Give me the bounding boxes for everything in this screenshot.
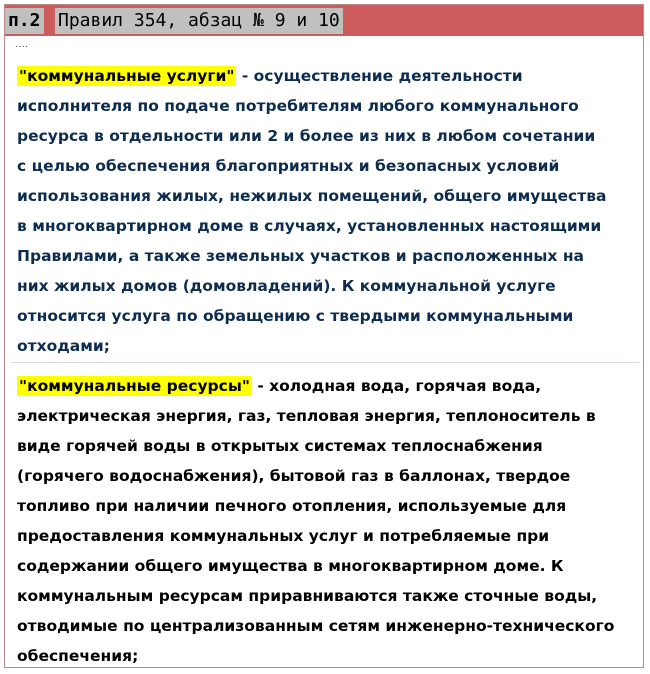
text-line: ресурса в отдельности или 2 и более из них в любом сочетании [17, 127, 596, 145]
text-line: использования жилых, нежилых помещений, общего имущества [17, 187, 607, 205]
paragraph-divider [11, 362, 639, 363]
text-line: виде горячей воды в открытых системах теплоснабжения [17, 437, 543, 455]
definition-start: - холодная вода, горячая вода, [251, 377, 542, 395]
text-line: отходами; [17, 337, 110, 355]
clause-label: п.2 [5, 8, 44, 34]
text-line: с целью обеспечения благоприятных и безопасных условий [17, 157, 560, 175]
text-line: в многоквартирном доме в случаях, установленных настоящими [17, 217, 602, 235]
text-line: них жилых домов (домовладений). К коммунальной услуге [17, 277, 556, 295]
text-line: относится услуга по обращению с твердыми коммунальными [17, 307, 574, 325]
highlighted-term: "коммунальные ресурсы" [19, 377, 250, 395]
document-frame [4, 4, 644, 668]
paragraph-utility-services [17, 61, 641, 361]
text-line: (горячего водоснабжения), бытовой газ в баллонах, твердое [17, 467, 571, 485]
text-line [17, 371, 641, 401]
definition-start: - осуществление деятельности [236, 67, 523, 85]
text-line: Правилами, а также земельных участков и расположенных на [17, 247, 584, 265]
text-line: предоставления коммунальных услуг и потребляемые при [17, 527, 550, 545]
text-line: обеспечения; [17, 647, 139, 665]
rules-label: Правил 354, абзац № 9 и 10 [55, 8, 343, 34]
text-line [17, 61, 641, 91]
text-line: исполнителя по подаче потребителям любого коммунального [17, 97, 579, 115]
text-line: отводимые по централизованным сетям инженерно-технического [17, 617, 615, 635]
header-bar [5, 5, 643, 36]
text-line: топливо при наличии печного отопления, используемые для [17, 497, 567, 515]
highlighted-term: "коммунальные услуги" [19, 67, 235, 85]
paragraph-utility-resources [17, 371, 641, 671]
text-line: содержании общего имущества в многоквартирном доме. К [17, 557, 564, 575]
ellipsis: …. [15, 39, 28, 50]
text-line: электрическая энергия, газ, тепловая энергия, теплоноситель в [17, 407, 596, 425]
text-line: коммунальным ресурсам приравниваются также сточные воды, [17, 587, 598, 605]
